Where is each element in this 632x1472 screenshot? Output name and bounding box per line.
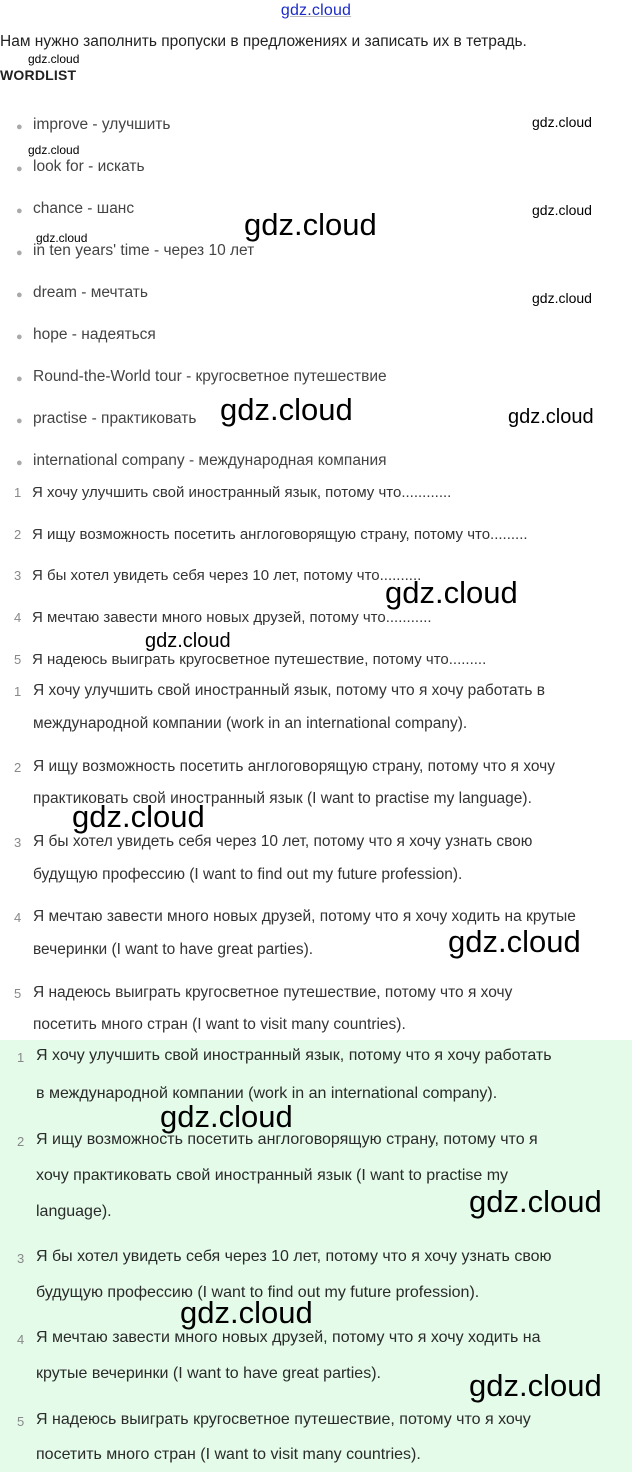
bullet-icon: ● (16, 163, 23, 175)
list-item: look for - искать (33, 158, 145, 175)
watermark: gdz.cloud (145, 630, 231, 652)
answer-line: Я ищу возможность посетить англоговорящую страну, потому что я (36, 1131, 538, 1148)
question-text: Я хочу улучшить свой иностранный язык, потому что............ (32, 484, 452, 501)
list-item: dream - мечтать (33, 284, 148, 301)
answer-number: 4 (14, 910, 22, 925)
answer-line: посетить много стран (I want to visit many countries). (36, 1446, 421, 1463)
bullet-icon: ● (16, 415, 23, 427)
question-text: Я мечтаю завести много новых друзей, потому что........... (32, 609, 432, 626)
question-text: Я ищу возможность посетить англоговорящую страну, потому что......... (32, 526, 528, 543)
answer-line: будущую профессию (I want to find out my future profession). (36, 1284, 480, 1301)
answer-number: 1 (17, 1050, 25, 1065)
answer-number: 3 (14, 835, 22, 850)
answer-number: 2 (17, 1134, 25, 1149)
question-number: 1 (14, 485, 22, 500)
list-item: chance - шанс (33, 200, 135, 217)
watermark: gdz.cloud (36, 231, 88, 245)
list-item: practise - практиковать (33, 410, 197, 427)
answer-number: 5 (14, 986, 22, 1001)
watermark: gdz.cloud (532, 290, 592, 306)
list-item: in ten years' time - через 10 лет (33, 242, 255, 259)
answer-line: Я бы хотел увидеть себя через 10 лет, потому что я хочу узнать свою (36, 1248, 552, 1265)
watermark: gdz.cloud (508, 406, 594, 428)
answer-line: Я мечтаю завести много новых друзей, потому что я хочу ходить на (36, 1329, 541, 1346)
question-number: 2 (14, 527, 22, 542)
answer-line: вечеринки (I want to have great parties). (33, 941, 314, 958)
answer-line: Я ищу возможность посетить англоговорящую страну, потому что я хочу (33, 758, 556, 775)
answer-line: международной компании (work in an international company). (33, 715, 468, 732)
watermark: gdz.cloud (160, 1099, 293, 1134)
wordlist-heading: WORDLIST (0, 67, 77, 83)
list-item: Round-the-World tour - кругосветное путешествие (33, 368, 387, 385)
answer-line: Я надеюсь выиграть кругосветное путешествие, потому что я хочу (33, 984, 513, 1001)
bullet-icon: ● (16, 457, 23, 469)
answer-number: 1 (14, 684, 22, 699)
answer-line: практиковать свой иностранный язык (I want to practise my language). (33, 790, 532, 807)
answer-number: 4 (17, 1332, 25, 1347)
answer-line: Я бы хотел увидеть себя через 10 лет, потому что я хочу узнать свою (33, 833, 533, 850)
watermark: gdz.cloud (469, 1368, 602, 1403)
answer-line: Я мечтаю завести много новых друзей, потому что я хочу ходить на крутые (33, 908, 576, 925)
answer-number: 2 (14, 760, 22, 775)
answer-line: language). (36, 1203, 112, 1220)
watermark: gdz.cloud (72, 799, 205, 834)
list-item: improve - улучшить (33, 116, 171, 133)
question-number: 4 (14, 610, 22, 625)
bullet-icon: ● (16, 247, 23, 259)
watermark: gdz.cloud (244, 207, 377, 242)
question-text: Я бы хотел увидеть себя через 10 лет, потому что.......... (32, 567, 422, 584)
question-text: Я надеюсь выиграть кругосветное путешествие, потому что......... (32, 651, 487, 668)
intro-text: Нам нужно заполнить пропуски в предложениях и записать их в тетрадь. (0, 33, 527, 50)
question-number: 5 (14, 652, 22, 667)
answer-number: 3 (17, 1251, 25, 1266)
answer-line: будущую профессию (I want to find out my future profession). (33, 866, 463, 883)
answer-line: Я надеюсь выиграть кругосветное путешествие, потому что я хочу (36, 1411, 531, 1428)
bullet-icon: ● (16, 331, 23, 343)
watermark: gdz.cloud (180, 1295, 313, 1330)
bullet-icon: ● (16, 121, 23, 133)
watermark: gdz.cloud (385, 575, 518, 610)
watermark: gdz.cloud (28, 143, 80, 157)
answer-line: Я хочу улучшить свой иностранный язык, потому что я хочу работать в (33, 682, 545, 699)
answer-line: крутые вечеринки (I want to have great parties). (36, 1365, 381, 1382)
watermark: gdz.cloud (448, 924, 581, 959)
question-number: 3 (14, 568, 22, 583)
watermark: gdz.cloud (532, 202, 592, 218)
watermark: gdz.cloud (220, 392, 353, 427)
watermark: gdz.cloud (28, 52, 80, 66)
header-watermark: gdz.cloud (280, 2, 352, 19)
watermark: gdz.cloud (469, 1184, 602, 1219)
watermark: gdz.cloud (532, 114, 592, 130)
bullet-icon: ● (16, 289, 23, 301)
answer-number: 5 (17, 1414, 25, 1429)
list-item: hope - надеяться (33, 326, 156, 343)
list-item: international company - международная компания (33, 452, 387, 469)
answer-line: посетить много стран (I want to visit many countries). (33, 1016, 406, 1033)
bullet-icon: ● (16, 205, 23, 217)
answer-line: хочу практиковать свой иностранный язык (I want to practise my (36, 1167, 509, 1184)
bullet-icon: ● (16, 373, 23, 385)
answer-line: Я хочу улучшить свой иностранный язык, потому что я хочу работать (36, 1047, 552, 1064)
answer-line: в международной компании (work in an international company). (36, 1085, 498, 1102)
